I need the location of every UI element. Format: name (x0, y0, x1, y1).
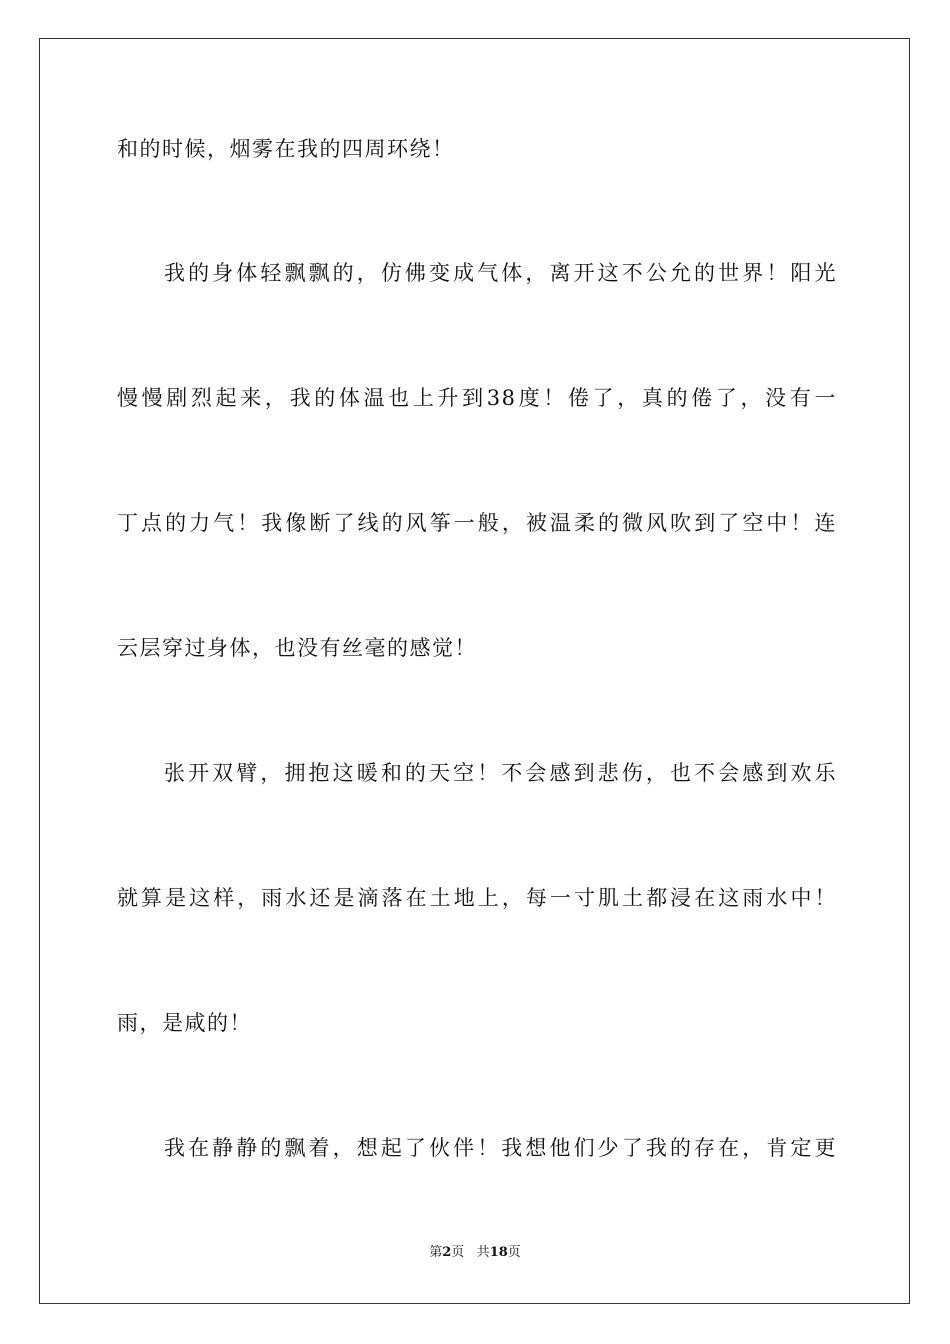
paragraph-line: 丁点的力气！我像断了线的风筝一般，被温柔的微风吹到了空中！连 (117, 511, 837, 535)
paragraph-line: 张开双臂，拥抱这暖和的天空！不会感到悲伤，也不会感到欢乐 (164, 761, 837, 785)
footer-total-prefix: 共 (476, 1245, 490, 1260)
paragraph-line: 慢慢剧烈起来，我的体温也上升到38度！倦了，真的倦了，没有一 (117, 386, 837, 410)
paragraph-line: 就算是这样，雨水还是滴落在土地上，每一寸肌土都浸在这雨水中！ (117, 886, 837, 910)
page-footer (0, 1244, 950, 1262)
paragraph-line: 云层穿过身体，也没有丝毫的感觉！ (117, 636, 477, 660)
paragraph-line: 我在静静的飘着，想起了伙伴！我想他们少了我的存在，肯定更 (164, 1136, 837, 1160)
footer-total-pages: 18 (489, 1245, 508, 1260)
footer-total-suffix: 页 (507, 1245, 521, 1260)
footer-page-suffix: 页 (451, 1245, 465, 1260)
footer-page-prefix: 第 (429, 1245, 443, 1260)
paragraph-line: 我的身体轻飘飘的，仿佛变成气体，离开这不公允的世界！阳光 (164, 261, 837, 285)
footer-page-number: 2 (442, 1245, 452, 1260)
paragraph-line: 雨，是咸的！ (117, 1011, 252, 1035)
page-border (39, 38, 910, 1304)
paragraph-line: 和的时候，烟雾在我的四周环绕！ (117, 137, 455, 161)
